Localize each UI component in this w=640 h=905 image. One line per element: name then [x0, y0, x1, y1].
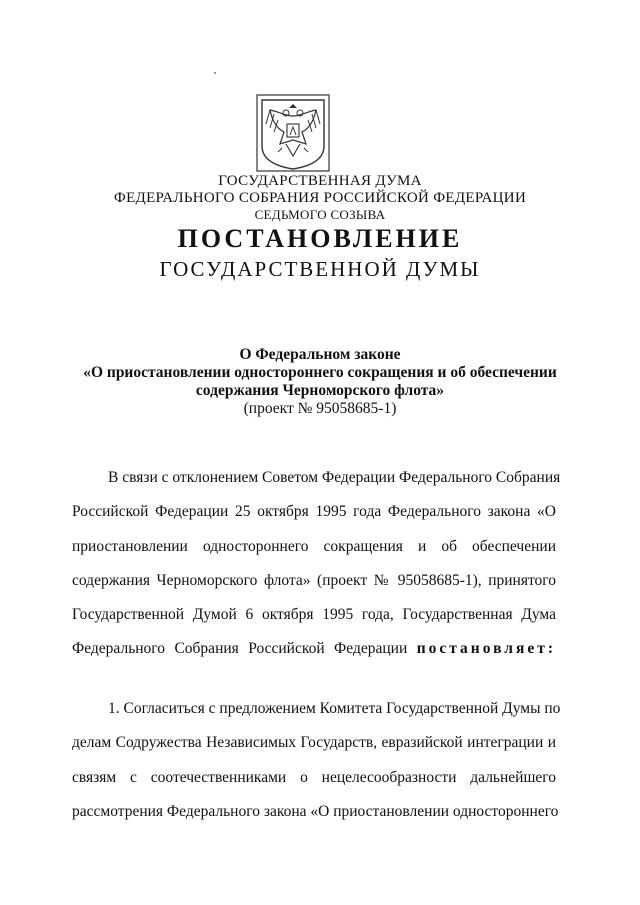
- body-line: В связи с отклонением Советом Федерации Федерального Собрания: [108, 469, 561, 486]
- document-title: ПОСТАНОВЛЕНИЕ: [177, 224, 463, 253]
- subject-line-3: содержания Черноморского флота»: [195, 382, 445, 399]
- body-line: содержания Черноморского флота» (проект № 95058685-1), принятого: [72, 571, 556, 589]
- body-line: связям с соотечественниками о нецелесообразности дальнейшего: [72, 768, 556, 786]
- document-subtitle: ГОСУДАРСТВЕННОЙ ДУМЫ: [159, 257, 481, 281]
- body-paragraph-2: [72, 692, 561, 829]
- subject-line-1: О Федеральном законе: [239, 346, 401, 363]
- scan-speck: [214, 72, 216, 74]
- body-line-text: Федерального Собрания Российской Федерации: [72, 640, 408, 658]
- subject-line-2: «О приостановлении одностороннего сокращения и об обеспечении: [83, 364, 557, 381]
- header-line-assembly: ФЕДЕРАЛЬНОГО СОБРАНИЯ РОССИЙСКОЙ ФЕДЕРАЦИИ: [113, 190, 527, 206]
- body-line-resolution: [72, 632, 556, 666]
- body-line: Государственной Думой 6 октября 1995 года, Государственная Дума: [72, 606, 556, 624]
- header-line-duma: ГОСУДАРСТВЕННАЯ ДУМА: [218, 173, 422, 189]
- body-paragraph-1: [72, 461, 561, 667]
- body-line: приостановлении одностороннего сокращения и об обеспечении: [72, 537, 556, 555]
- body-line: 1. Согласиться с предложением Комитета Государственной Думы по: [108, 700, 561, 717]
- header-line-convocation: СЕДЬМОГО СОЗЫВА: [254, 207, 386, 222]
- body-line: рассмотрения Федерального закона «О приостановлении одностороннего: [72, 802, 559, 820]
- body-line: Российской Федерации 25 октября 1995 года Федерального закона «О: [72, 503, 556, 521]
- resolves-word: постановляет:: [416, 640, 556, 658]
- subject-project-number: (проект № 95058685-1): [243, 400, 397, 417]
- body-line: делам Содружества Независимых Государств, евразийской интеграции и: [72, 734, 556, 752]
- coat-of-arms-emblem: [256, 94, 330, 172]
